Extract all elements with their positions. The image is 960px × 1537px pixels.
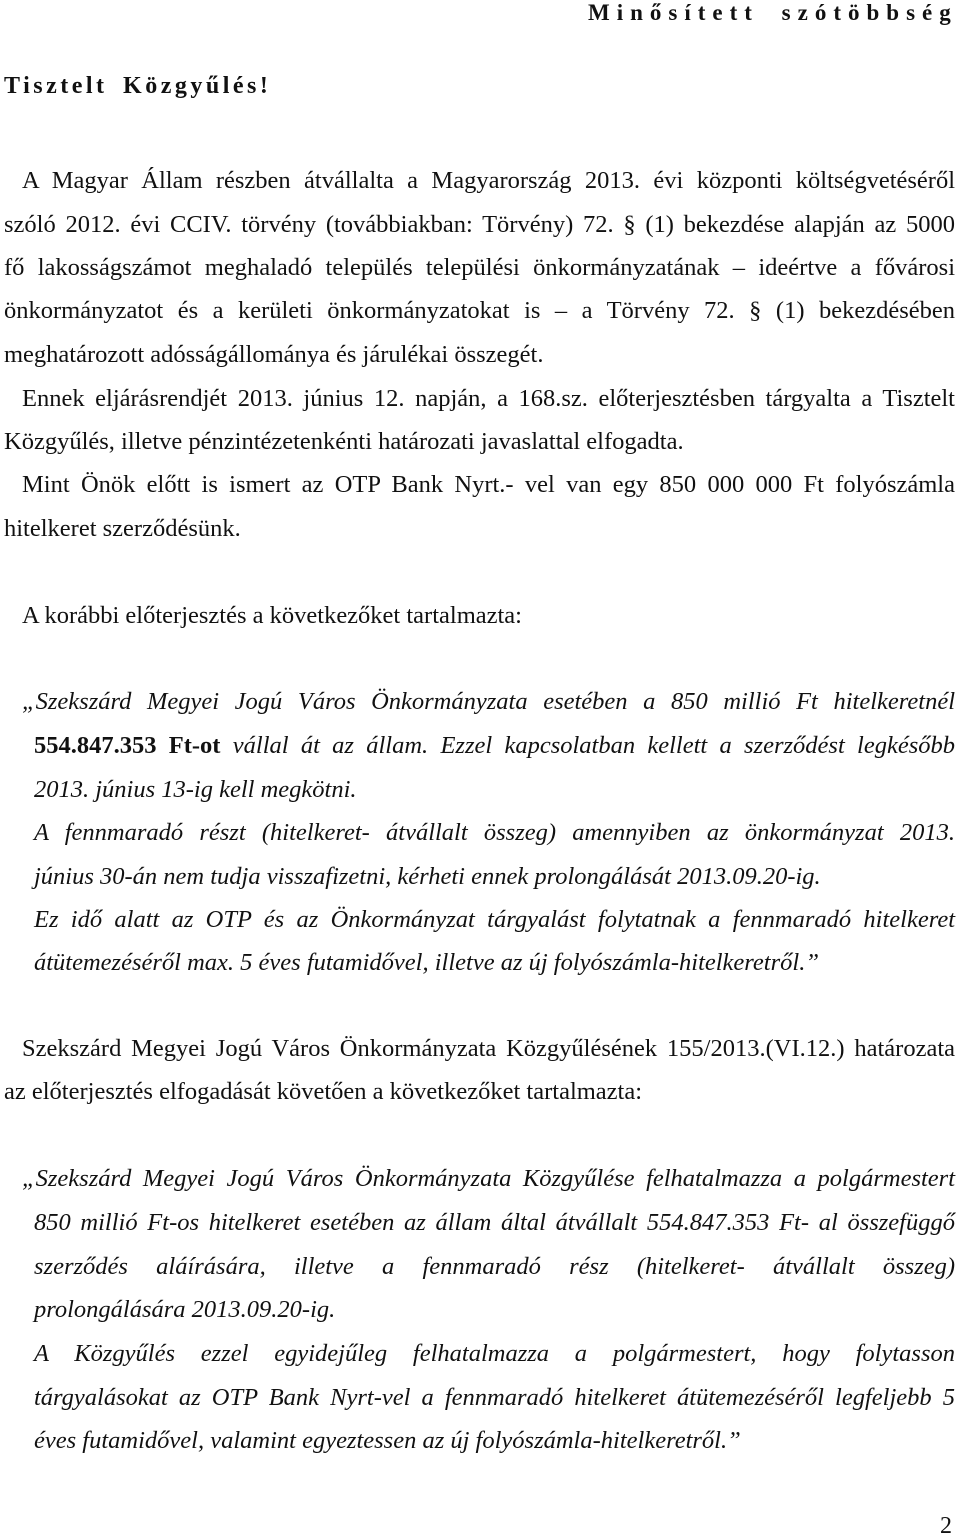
paragraph-4-line: Szekszárd Megyei Jogú Város Önkormányzata Közgyűlésének 155/2013.(VI.12.) határozata <box>22 1035 955 1062</box>
paragraph-1-line: fő lakosságszámot meghaladó település települési önkormányzatának – ideértve a fővárosi <box>4 254 955 281</box>
quote-1-line: 2013. június 13-ig kell megkötni. <box>34 776 357 803</box>
quote-1-line: június 30-án nem tudja visszafizetni, kérheti ennek prolongálását 2013.09.20-ig. <box>34 863 821 890</box>
quote-1-line: Ez idő alatt az OTP és az Önkormányzat tárgyalást folytatnak a fennmaradó hitelkeret <box>34 906 955 933</box>
paragraph-3-line: Mint Önök előtt is ismert az OTP Bank Nyrt.- vel van egy 850 000 000 Ft folyószámla <box>22 471 955 498</box>
previous-proposal-intro: A korábbi előterjesztés a következőket tartalmazta: <box>22 602 522 629</box>
paragraph-4-line: az előterjesztés elfogadását követően a következőket tartalmazta: <box>4 1078 643 1105</box>
assumed-debt-amount: 554.847.353 Ft-ot <box>34 732 221 759</box>
paragraph-1-line: A Magyar Állam részben átvállalta a Magyarország 2013. évi központi költségvetéséről <box>22 167 955 194</box>
paragraph-1-line: meghatározott adósságállománya és járulékai összegét. <box>4 341 544 368</box>
paragraph-1-line: önkormányzatot és a kerületi önkormányzatokat is – a Törvény 72. § (1) bekezdésében <box>4 297 955 324</box>
paragraph-2-line: Közgyűlés, illetve pénzintézetenkénti határozati javaslattal elfogadta. <box>4 428 684 455</box>
vote-requirement-label: Minősített szótöbbség <box>588 0 958 25</box>
quote-1-line: átütemezéséről max. 5 éves futamidővel, illetve az új folyószámla-hitelkeretről.” <box>34 949 819 976</box>
quote-2-line: éves futamidővel, valamint egyeztessen az új folyószámla-hitelkeretről.” <box>34 1427 741 1454</box>
page-number: 2 <box>940 1513 952 1537</box>
paragraph-2-line: Ennek eljárásrendjét 2013. június 12. napján, a 168.sz. előterjesztésben tárgyalta a Tisztelt <box>22 385 955 412</box>
quote-2-line: tárgyalásokat az OTP Bank Nyrt-vel a fennmaradó hitelkeret átütemezéséről legfeljebb 5 <box>34 1384 955 1411</box>
quote-2-line: A Közgyűlés ezzel egyidejűleg felhatalmazza a polgármestert, hogy folytasson <box>34 1340 955 1367</box>
quote-1-line: A fennmaradó részt (hitelkeret- átvállalt összeg) amennyiben az önkormányzat 2013. <box>34 819 955 846</box>
paragraph-3-line: hitelkeret szerződésünk. <box>4 515 241 542</box>
quote-2-line: prolongálására 2013.09.20-ig. <box>34 1296 336 1323</box>
paragraph-1-line: szóló 2012. évi CCIV. törvény (továbbiakban: Törvény) 72. § (1) bekezdése alapján az 5000 <box>4 211 955 238</box>
quote-2-line: szerződés aláírására, illetve a fennmaradó rész (hitelkeret- átvállalt összeg) <box>34 1253 955 1280</box>
quote-1-line-text: vállal át az állam. Ezzel kapcsolatban kellett a szerződést legkésőbb <box>232 732 955 759</box>
salutation: Tisztelt Közgyűlés! <box>4 73 272 99</box>
quote-1-line: „Szekszárd Megyei Jogú Város Önkormányzata esetében a 850 millió Ft hitelkeretnél <box>22 688 955 715</box>
quote-2-line: „Szekszárd Megyei Jogú Város Önkormányzata Közgyűlése felhatalmazza a polgármestert <box>22 1165 955 1192</box>
quote-1-line <box>34 724 955 768</box>
quote-2-line: 850 millió Ft-os hitelkeret esetében az állam által átvállalt 554.847.353 Ft- al összefüggő <box>34 1209 955 1236</box>
